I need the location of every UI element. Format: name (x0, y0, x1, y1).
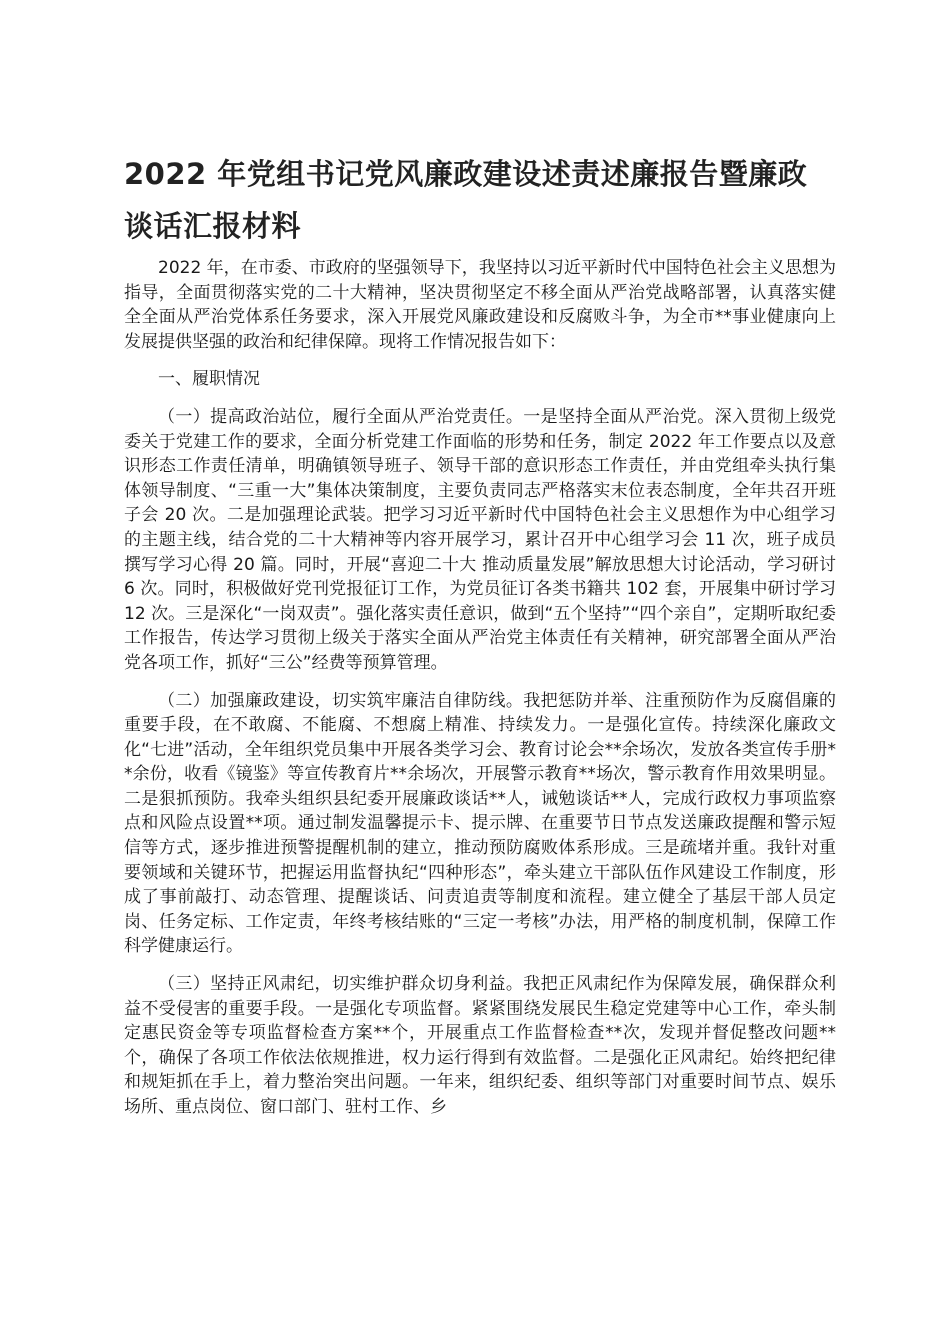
section-heading: 一、履职情况 (158, 369, 260, 390)
body-paragraph-2: （二）加强廉政建设，切实筑牢廉洁自律防线。我把惩防并举、注重预防作为反腐倡廉的重要手段，在不敢腐、不能腐、不想腐上精准、持续发力。一是强化宣传。持续深化廉政文化“七进”活动，全年组织党员集中开展各类学习会、教育讨论会**余场次，发放各类宣传手册**余份，收看《镜鉴》等宣传教育片**余场次，开展警示教育**场次，警示教育作用效果明显。二是狠抓预防。我牵头组织县纪委开展廉政谈话**人，诫勉谈话**人，完成行政权力事项监察点和风险点设置**项。通过制发温馨提示卡、提示牌、在重要节日节点发送廉政提醒和警示短信等方式，逐步推进预警提醒机制的建立，推动预防腐败体系形成。三是疏堵并重。我针对重要领域和关键环节，把握运用监督执纪“四种形态”，牵头建立干部队伍作风建设工作制度，形成了事前敲打、动态管理、提醒谈话、问责追责等制度和流程。建立健全了基层干部人员定岗、任务定标、工作定责，年终考核结账的“三定一考核”办法，用严格的制度机制，保障工作科学健康运行。 (124, 690, 836, 957)
intro-paragraph: 2022 年，在市委、市政府的坚强领导下，我坚持以习近平新时代中国特色社会主义思想为指导，全面贯彻落实党的二十大精神，坚决贯彻坚定不移全面从严治党战略部署，认真落实健全全面从严治党体系任务要求，深入开展党风廉政建设和反腐败斗争，为全市**事业健康向上发展提供坚强的政治和纪律保障。现将工作情况报告如下： (124, 258, 836, 352)
document-title: 2022 年党组书记党风廉政建设述责述廉报告暨廉政谈话汇报材料 (124, 157, 808, 243)
document-page (124, 148, 836, 1133)
body-paragraph-1: （一）提高政治站位，履行全面从严治党责任。一是坚持全面从严治党。深入贯彻上级党委关于党建工作的要求，全面分析党建工作面临的形势和任务，制定 2022 年工作要点以及意识形态工作责任清单，明确镇领导班子、领导干部的意识形态工作责任，并由党组牵头执行集体领导制度、“三重一大”集体决策制度，主要负责同志严格落实末位表态制度，全年共召开班子会 20 次。二是加强理论武装。把学习习近平新时代中国特色社会主义思想作为中心组学习的主题主线，结合党的二十大精神等内容开展学习，累计召开中心组学习会 11 次，班子成员撰写学习心得 20 篇。同时，开展“喜迎二十大 推动质量发展”解放思想大讨论活动，学习研讨 6 次。同时，积极做好党刊党报征订工作，为党员征订各类书籍共 102 套，开展集中研讨学习 12 次。三是深化“一岗双责”。强化落实责任意识，做到“五个坚持”“四个亲自”，定期听取纪委工作报告，传达学习贯彻上级关于落实全面从严治党主体责任有关精神，研究部署全面从严治党各项工作，抓好“三公”经费等预算管理。 (124, 406, 836, 673)
body-paragraph-3: （三）坚持正风肃纪，切实维护群众切身利益。我把正风肃纪作为保障发展，确保群众利益不受侵害的重要手段。一是强化专项监督。紧紧围绕发展民生稳定党建等中心工作，牵头制定惠民资金等专项监督检查方案**个，开展重点工作监督检查**次，发现并督促整改问题**个，确保了各项工作依法依规推进，权力运行得到有效监督。二是强化正风肃纪。始终把纪律和规矩抓在手上，着力整治突出问题。一年来，组织纪委、组织等部门对重要时间节点、娱乐场所、重点岗位、窗口部门、驻村工作、乡 (124, 974, 836, 1117)
